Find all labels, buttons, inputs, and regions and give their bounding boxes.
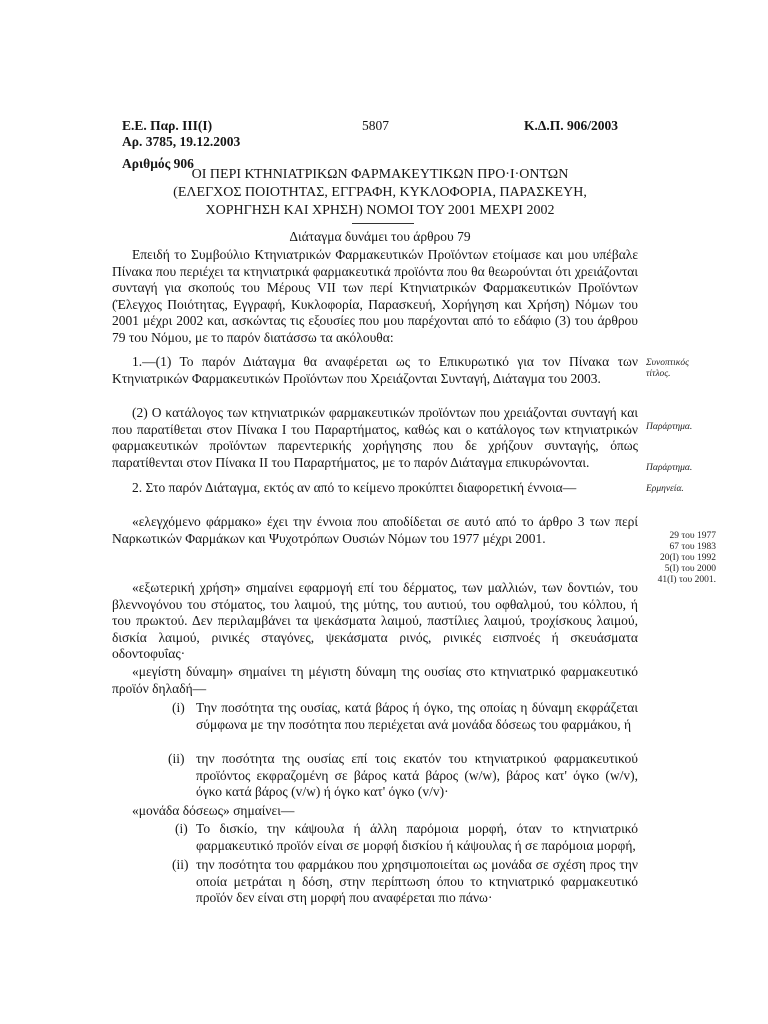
decree-subtitle: Διάταγμα δυνάμει του άρθρου 79 xyxy=(289,229,471,244)
issue-reference: Αρ. 3785, 19.12.2003 xyxy=(122,134,241,149)
preamble-paragraph: Επειδή το Συμβούλιο Κτηνιατρικών Φαρμακευτικών Προϊόντων ετοίμασε και μου υπέβαλε Πίνακα που περιέχει τα κτηνιατρικά φαρμακευτικά προϊόντα που θα θεωρούνται ότι χρειάζονται συνταγή για σκοπούς του Μέρους VII των περί Κτηνιατρικών Φαρμακευτικών Προϊόντων (Έλεγχος Ποιότητας, Εγγραφή, Κυκλοφορία, Παρασκευή, Χορήγηση και Χρήση) Νόμων του 2001 μέχρι 2002 και, ασκώντας τις εξουσίες που μου παρέχονται από το εδάφιο (3) του άρθρου 79 του Νόμου, με το παρόν διατάσσω τα ακόλουθα: xyxy=(112,247,638,345)
paragraph-1: 1.—(1) Το παρόν Διάταγμα θα αναφέρεται ως το Επικυρωτικό για τον Πίνακα των Κτηνιατρικών Φαρμακευτικών Προϊόντων που Χρειάζονται Συνταγή, Διάταγμα του 2003. xyxy=(112,354,638,386)
list-marker: (i) xyxy=(172,700,185,715)
list-marker: (ii) xyxy=(168,751,185,766)
decree-title-line: (ΕΛΕΓΧΟΣ ΠΟΙΟΤΗΤΑΣ, ΕΓΓΡΑΦΗ, ΚΥΚΛΟΦΟΡΙΑ, ΠΑΡΑΣΚΕΥΗ, xyxy=(173,185,587,200)
decree-title-line: ΧΟΡΗΓΗΣΗ ΚΑΙ ΧΡΗΣΗ) ΝΟΜΟΙ ΤΟΥ 2001 ΜΕΧΡΙ 2002 xyxy=(205,203,555,218)
margin-note-annex: Παράρτημα. xyxy=(646,422,693,432)
decree-title-line: ΟΙ ΠΕΡΙ ΚΤΗΝΙΑΤΡΙΚΩΝ ΦΑΡΜΑΚΕΥΤΙΚΩΝ ΠΡΟ·Ι·ΟΝΤΩΝ xyxy=(191,167,569,182)
margin-note-short-title: Συνοπτικός τίτλος. xyxy=(646,358,689,379)
page-number: 5807 xyxy=(362,118,389,133)
definition-dose-unit: «μονάδα δόσεως» σημαίνει— xyxy=(132,803,295,818)
margin-legislation-refs: 29 του 1977 67 του 1983 20(Ι) του 1992 5(Ι) του 2000 41(Ι) του 2001. xyxy=(657,531,716,585)
definition-controlled-drug: «ελεγχόμενο φάρμακο» έχει την έννοια που αποδίδεται σε αυτό από το άρθρο 3 των περί Ναρκωτικών Φαρμάκων και Ψυχοτρόπων Ουσιών Νόμων του 1977 μέχρι 2001. xyxy=(112,514,638,546)
kdp-reference: Κ.Δ.Π. 906/2003 xyxy=(524,118,618,133)
max-strength-item-ii: την ποσότητα της ουσίας επί τοις εκατόν του κτηνιατρικού φαρμακευτικού προϊόντος εκφραζομένη σε βάρος κατά βάρος (w/w), βάρος κατ' όγκο (w/v), όγκο κατά βάρος (v/w) ή όγκο κατ' όγκο (v/v)· xyxy=(196,751,638,800)
margin-note-interpretation: Ερμηνεία. xyxy=(646,484,684,494)
paragraph-1-2: (2) Ο κατάλογος των κτηνιατρικών φαρμακευτικών προϊόντων που χρειάζονται συνταγή και που παρατίθεται στον Πίνακα Ι του Παραρτήματος, καθώς και ο κατάλογος των κτηνιατρικών φαρμακευτικών προϊόντων παρεντερικής χορήγησης που δε χρήζουν συνταγής, όπως παρατίθενται στον Πίνακα ΙΙ του Παραρτήματος, με το παρόν Διάταγμα επικυρώνονται. xyxy=(112,405,638,470)
dose-unit-item-ii: την ποσότητα του φαρμάκου που χρησιμοποιείται ως μονάδα σε σχέση προς την οποία μετράται η δόση, στην περίπτωση όπου το κτηνιατρικό φαρμακευτικό προϊόν δεν είναι στη μορφή που αναφέρεται πιο πάνω· xyxy=(196,857,638,906)
list-marker: (i) xyxy=(175,821,188,836)
dose-unit-item-i: Το δισκίο, την κάψουλα ή άλλη παρόμοια μορφή, όταν το κτηνιατρικό φαρμακευτικό προϊόν είναι σε μορφή δισκίου ή κάψουλας ή σε παρόμοια μορφή, xyxy=(196,821,638,853)
definition-external-use: «εξωτερική χρήση» σημαίνει εφαρμογή επί του δέρματος, των μαλλιών, των δοντιών, του βλεννογόνου του στόματος, του λαιμού, της μύτης, του αυτιού, του οφθαλμού, του κόλπου, ή του πρωκτού. Δεν περιλαμβάνει τα ψεκάσματα λαιμού, παστίλιες λαιμού, τροχίσκους λαιμού, δισκία λαιμού, ρινικές σταγόνες, ψεκάσματα ρινός, ρινικές εισπνοές ή σκευάσματα οδοντοφυΐας· xyxy=(112,580,638,662)
decree-number: Αριθμός 906 xyxy=(122,156,194,171)
list-marker: (ii) xyxy=(172,857,189,872)
max-strength-item-i: Την ποσότητα της ουσίας, κατά βάρος ή όγκο, της οποίας η δύναμη εκφράζεται σύμφωνα με την ποσότητα που περιέχεται ανά μονάδα δόσεως του φαρμάκου, ή xyxy=(196,700,638,732)
definition-max-strength: «μεγίστη δύναμη» σημαίνει τη μέγιστη δύναμη της ουσίας στο κτηνιατρικό φαρμακευτικό προϊόν δηλαδή— xyxy=(112,664,638,696)
paragraph-2: 2. Στο παρόν Διάταγμα, εκτός αν από το κείμενο προκύπτει διαφορετική έννοια— xyxy=(132,480,577,495)
gazette-reference: Ε.Ε. Παρ. ΙΙΙ(Ι) xyxy=(122,118,213,133)
margin-note-annex: Παράρτημα. xyxy=(646,463,693,473)
title-divider xyxy=(352,223,414,224)
decree-title xyxy=(122,166,638,220)
